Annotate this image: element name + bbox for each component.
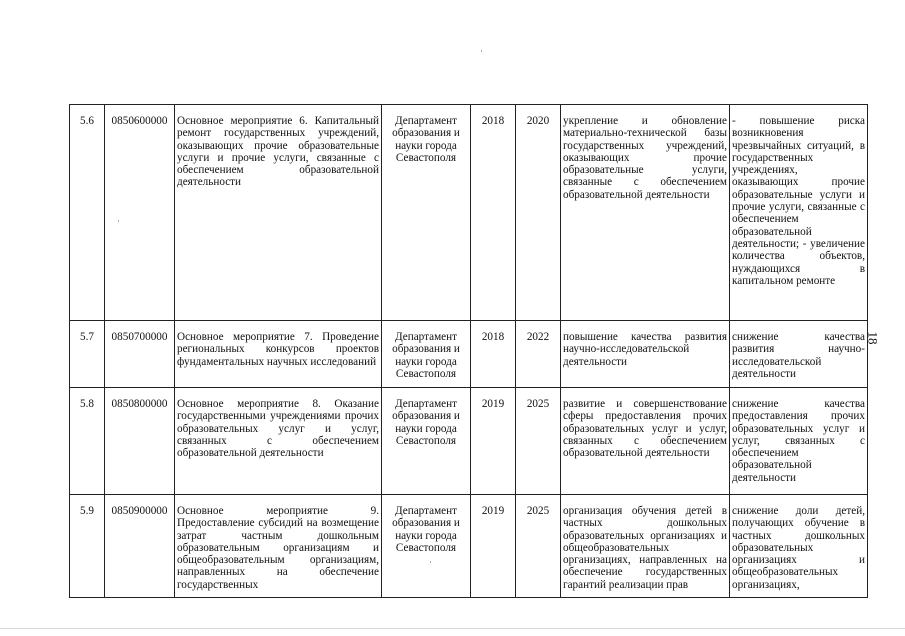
row-number: 5.7 [70, 321, 105, 388]
responsible-department: Департамент образования и науки города Севастополя [382, 321, 471, 388]
end-year: 2025 [516, 388, 561, 495]
row-number: 5.6 [70, 105, 105, 321]
table-row [70, 388, 868, 495]
measure-name: Основное мероприятие 6. Капитальный ремонт государственных учреждений, оказывающих прочие образовательные услуги и прочие услуги, связанные с обеспечением образовательной деятельности [175, 105, 382, 321]
measures-table [69, 104, 868, 598]
start-year: 2019 [471, 495, 516, 598]
measure-name: Основное мероприятие 8. Оказание государственными учреждениями прочих образовательных услуг и услуг, связанных с обеспечением образовательной деятельности [175, 388, 382, 495]
expected-result: повышение качества развития научно-исследовательской деятельности [561, 321, 730, 388]
expected-result: развитие и совершенствование сферы предоставления прочих образовательных услуг и услуг, связанных с обеспечением образовательной деятельности [561, 388, 730, 495]
table-row [70, 321, 868, 388]
measure-name: Основное мероприятие 7. Проведение региональных конкурсов проектов фундаментальных научных исследований [175, 321, 382, 388]
expected-result: организация обучения детей в частных дошкольных образовательных организациях и общеобразовательных организациях, направленных на обеспечение государственных гарантий реализации прав [561, 495, 730, 598]
expected-result: укрепление и обновление материально-технической базы государственных учреждений, оказывающих прочие образовательные услуги, связанные с обеспечением образовательной деятельности [561, 105, 730, 321]
scan-edge [0, 628, 905, 629]
page-number: 18 [865, 331, 881, 345]
scan-speck: · [480, 46, 483, 56]
non-implementation-consequence: снижение качества предоставления прочих образовательных услуг и услуг, связанных с обеспечением образовательной деятельности [730, 388, 868, 495]
end-year: 2020 [516, 105, 561, 321]
measure-name: Основное мероприятие 9. Предоставление субсидий на возмещение затрат частным дошкольным образовательным организациям и общеобразовательным организациям, направленных на обеспечение государственных [175, 495, 382, 598]
measure-code: 0850600000 [105, 105, 175, 321]
row-number: 5.8 [70, 388, 105, 495]
table-row [70, 495, 868, 598]
scan-speck: · [117, 216, 120, 226]
non-implementation-consequence: - повышение риска возникновения чрезвычайных ситуаций, в государственных учреждениях, оказывающих прочие образовательные услуги и прочие услуги, связанные с обеспечением образовательной деятельности; - увеличение количества объектов, нуждающихся в капитальном ремонте [730, 105, 868, 321]
table-row [70, 105, 868, 321]
non-implementation-consequence: снижение доли детей, получающих обучение в частных дошкольных образовательных организациях и общеобразовательных организациях, [730, 495, 868, 598]
measure-code: 0850800000 [105, 388, 175, 495]
measure-code: 0850900000 [105, 495, 175, 598]
responsible-department: Департамент образования и науки города Севастополя [382, 495, 471, 598]
responsible-department: Департамент образования и науки города Севастополя [382, 105, 471, 321]
end-year: 2022 [516, 321, 561, 388]
scan-speck: · [429, 557, 432, 567]
start-year: 2019 [471, 388, 516, 495]
row-number: 5.9 [70, 495, 105, 598]
start-year: 2018 [471, 105, 516, 321]
responsible-department: Департамент образования и науки города Севастополя [382, 388, 471, 495]
start-year: 2018 [471, 321, 516, 388]
end-year: 2025 [516, 495, 561, 598]
measure-code: 0850700000 [105, 321, 175, 388]
non-implementation-consequence: снижение качества развития научно-исследовательской деятельности [730, 321, 868, 388]
